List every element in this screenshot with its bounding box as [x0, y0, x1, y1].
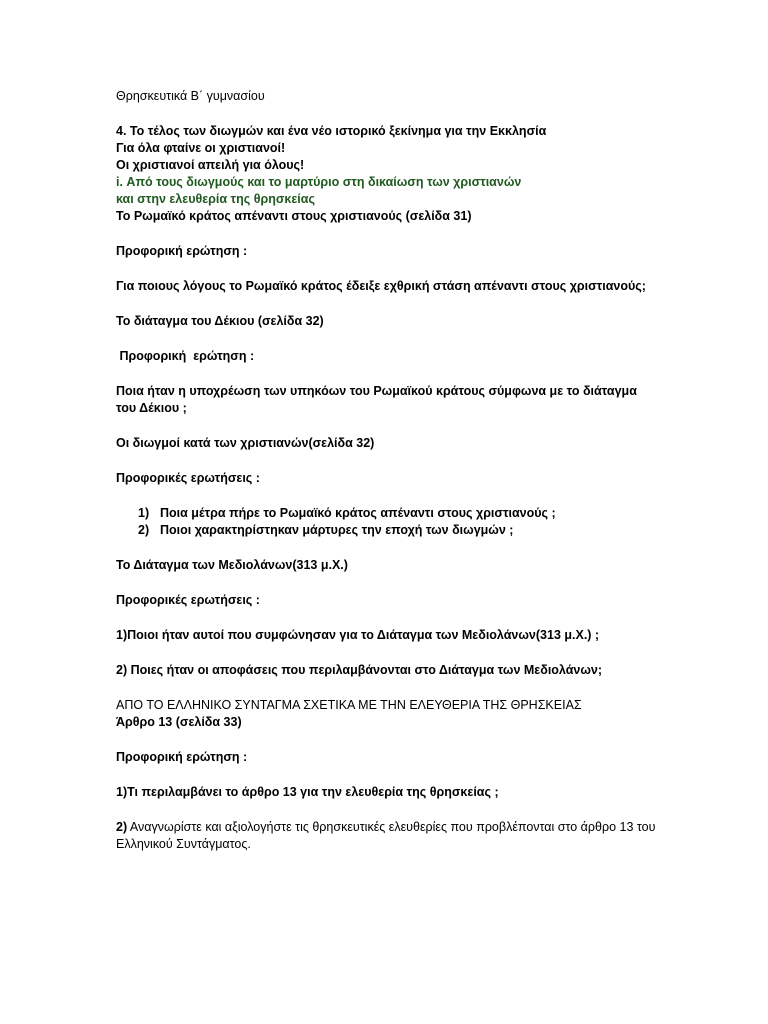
question-label-5: Προφορική ερώτηση :: [116, 750, 248, 764]
green-heading-line-1: i. Από τους διωγμούς και το μαρτύριο στη δικαίωση των χριστιανών: [116, 175, 522, 189]
list-item-number: 1): [138, 506, 150, 520]
question-5a: 1)Τι περιλαμβάνει το άρθρο 13 για την ελευθερία της θρησκείας ;: [116, 785, 499, 799]
question-label-3: Προφορικές ερωτήσεις :: [116, 471, 260, 485]
question-4a: 1)Ποιοι ήταν αυτοί που συμφώνησαν για το Διάταγμα των Μεδιολάνων(313 μ.Χ.) ;: [116, 628, 600, 642]
unit-line-2: Για όλα φταίνε οι χριστιανοί!: [116, 141, 286, 155]
unit-line-3: Οι χριστιανοί απειλή για όλους!: [116, 158, 305, 172]
subject-header: Θρησκευτικά Β΄ γυμνασίου: [116, 89, 265, 103]
document-body: [116, 88, 656, 853]
list-item-number: 2): [138, 523, 150, 537]
question-5b-number: 2): [116, 820, 128, 834]
question-1: Για ποιους λόγους το Ρωμαϊκό κράτος έδειξε εχθρική στάση απέναντι στους χριστιανούς;: [116, 279, 646, 293]
section-heading-2: Το διάταγμα του Δέκιου (σελίδα 32): [116, 314, 324, 328]
question-4b: 2) Ποιες ήταν οι αποφάσεις που περιλαμβάνονται στο Διάταγμα των Μεδιολάνων;: [116, 663, 603, 677]
green-heading-line-2: και στην ελευθερία της θρησκείας: [116, 192, 315, 206]
unit-title: 4. Το τέλος των διωγμών και ένα νέο ιστορικό ξεκίνημα για την Εκκλησία: [116, 124, 547, 138]
list-item: [116, 505, 656, 522]
section-heading-3: Οι διωγμοί κατά των χριστιανών(σελίδα 32): [116, 436, 375, 450]
list-item: [116, 522, 656, 539]
section-heading-4: Το Διάταγμα των Μεδιολάνων(313 μ.Χ.): [116, 558, 348, 572]
question-label-1: Προφορική ερώτηση :: [116, 244, 248, 258]
article-heading: Άρθρο 13 (σελίδα 33): [116, 715, 242, 729]
list-item-text: Ποια μέτρα πήρε το Ρωμαϊκό κράτος απέναντι στους χριστιανούς ;: [160, 506, 556, 520]
question-5b: [116, 819, 656, 853]
question-list-3: [116, 505, 656, 539]
section-heading-1: Το Ρωμαϊκό κράτος απέναντι στους χριστιανούς (σελίδα 31): [116, 209, 472, 223]
question-5b-text: Αναγνωρίστε και αξιολογήστε τις θρησκευτικές ελευθερίες που προβλέπονται στο άρθρο 13 του Ελληνικού Συντάγματος.: [116, 820, 656, 851]
section-heading-5: ΑΠΟ ΤΟ ΕΛΛΗΝΙΚΟ ΣΥΝΤΑΓΜΑ ΣΧΕΤΙΚΑ ΜΕ ΤΗΝ ΕΛΕΥΘΕΡΙΑ ΤΗΣ ΘΡΗΣΚΕΙΑΣ: [116, 698, 582, 712]
question-label-2: Προφορική ερώτηση :: [116, 349, 255, 363]
question-2: Ποια ήταν η υποχρέωση των υπηκόων του Ρωμαϊκού κράτους σύμφωνα με το διάταγμα του Δέκιου ;: [116, 384, 637, 415]
question-label-4: Προφορικές ερωτήσεις :: [116, 593, 260, 607]
list-item-text: Ποιοι χαρακτηρίστηκαν μάρτυρες την εποχή των διωγμών ;: [160, 523, 514, 537]
